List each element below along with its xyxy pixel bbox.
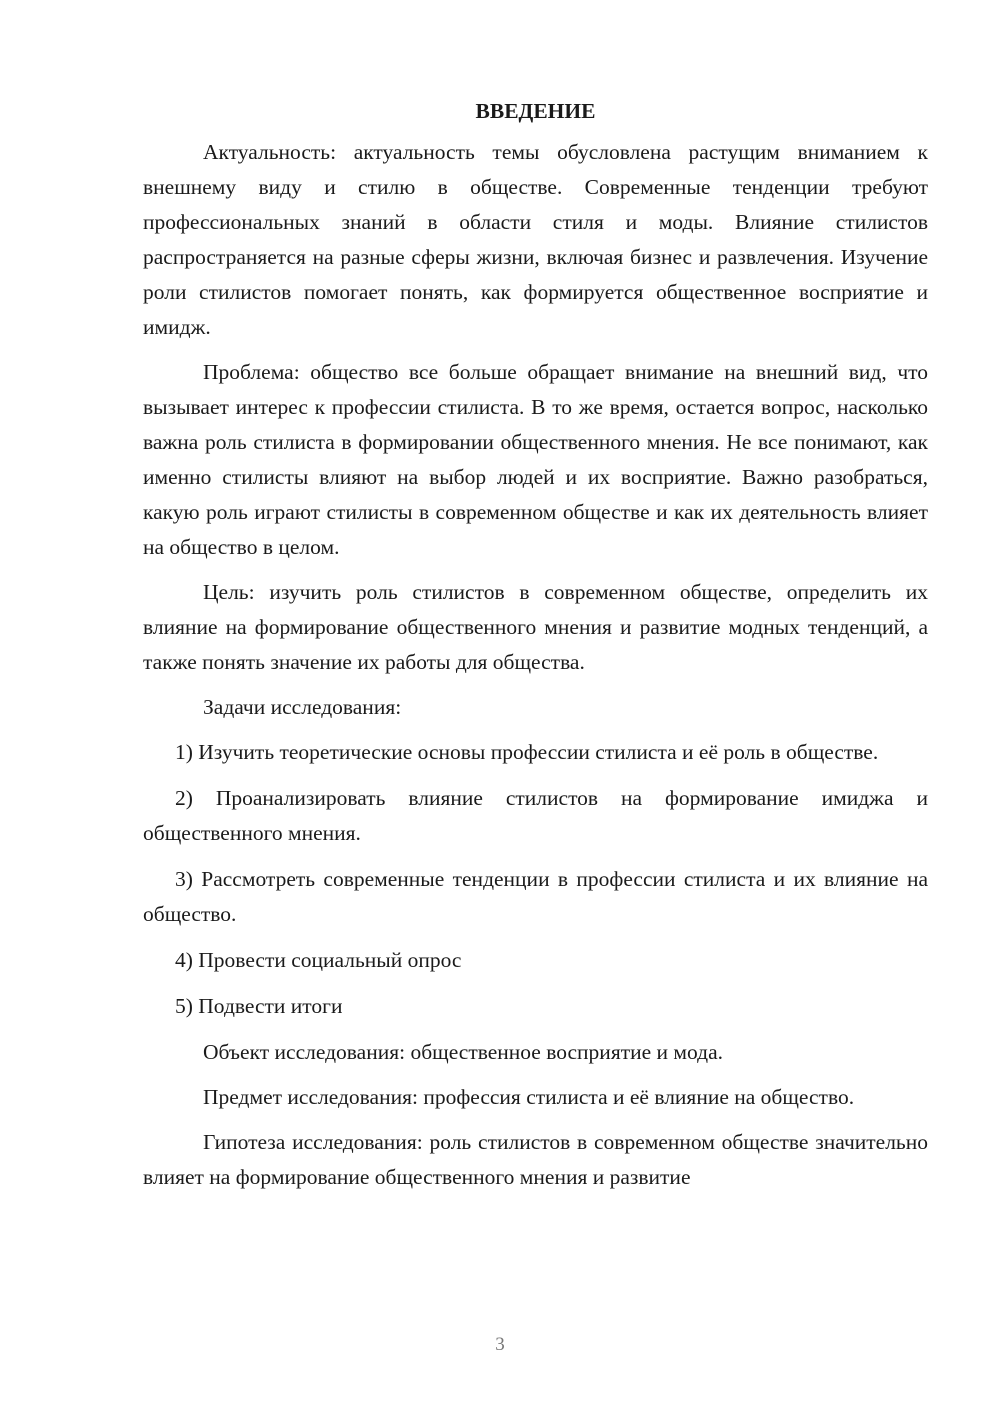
task-item-1: 1) Изучить теоретические основы профессии стилиста и её роль в обществе. <box>175 740 879 764</box>
page-number: 3 <box>495 1334 505 1355</box>
task-item-4: 4) Провести социальный опрос <box>175 948 462 972</box>
tasks-heading: Задачи исследования: <box>203 695 402 719</box>
paragraph-subject: Предмет исследования: профессия стилиста и её влияние на общество. <box>203 1085 855 1109</box>
section-title: ВВЕДЕНИЕ <box>475 99 596 123</box>
task-item-5: 5) Подвести итоги <box>175 994 343 1018</box>
page-content <box>143 96 928 1205</box>
paragraph-object: Объект исследования: общественное восприятие и мода. <box>203 1040 723 1064</box>
paragraph-goal: Цель: изучить роль стилистов в современном обществе, определить их влияние на формирование общественного мнения и развитие модных тенденций, а также понять значение их работы для общества. <box>143 580 928 674</box>
task-item-3: 3) Рассмотреть современные тенденции в профессии стилиста и их влияние на общество. <box>143 867 928 926</box>
paragraph-problem: Проблема: общество все больше обращает внимание на внешний вид, что вызывает интерес к профессии стилиста. В то же время, остается вопрос, насколько важна роль стилиста в формировании общественного мнения. Не все понимают, как именно стилисты влияют на выбор людей и их восприятие. Важно разобраться, какую роль играют стилисты в современном обществе и как их деятельность влияет на общество в целом. <box>143 360 928 559</box>
paragraph-relevance: Актуальность: актуальность темы обусловлена растущим вниманием к внешнему виду и стилю в обществе. Современные тенденции требуют профессиональных знаний в области стиля и моды. Влияние стилистов распространяется на разные сферы жизни, включая бизнес и развлечения. Изучение роли стилистов помогает понять, как формируется общественное восприятие и имидж. <box>143 140 928 339</box>
paragraph-hypothesis: Гипотеза исследования: роль стилистов в современном обществе значительно влияет на формирование общественного мнения и развитие <box>143 1130 928 1189</box>
task-item-2: 2) Проанализировать влияние стилистов на формирование имиджа и общественного мнения. <box>143 786 928 845</box>
